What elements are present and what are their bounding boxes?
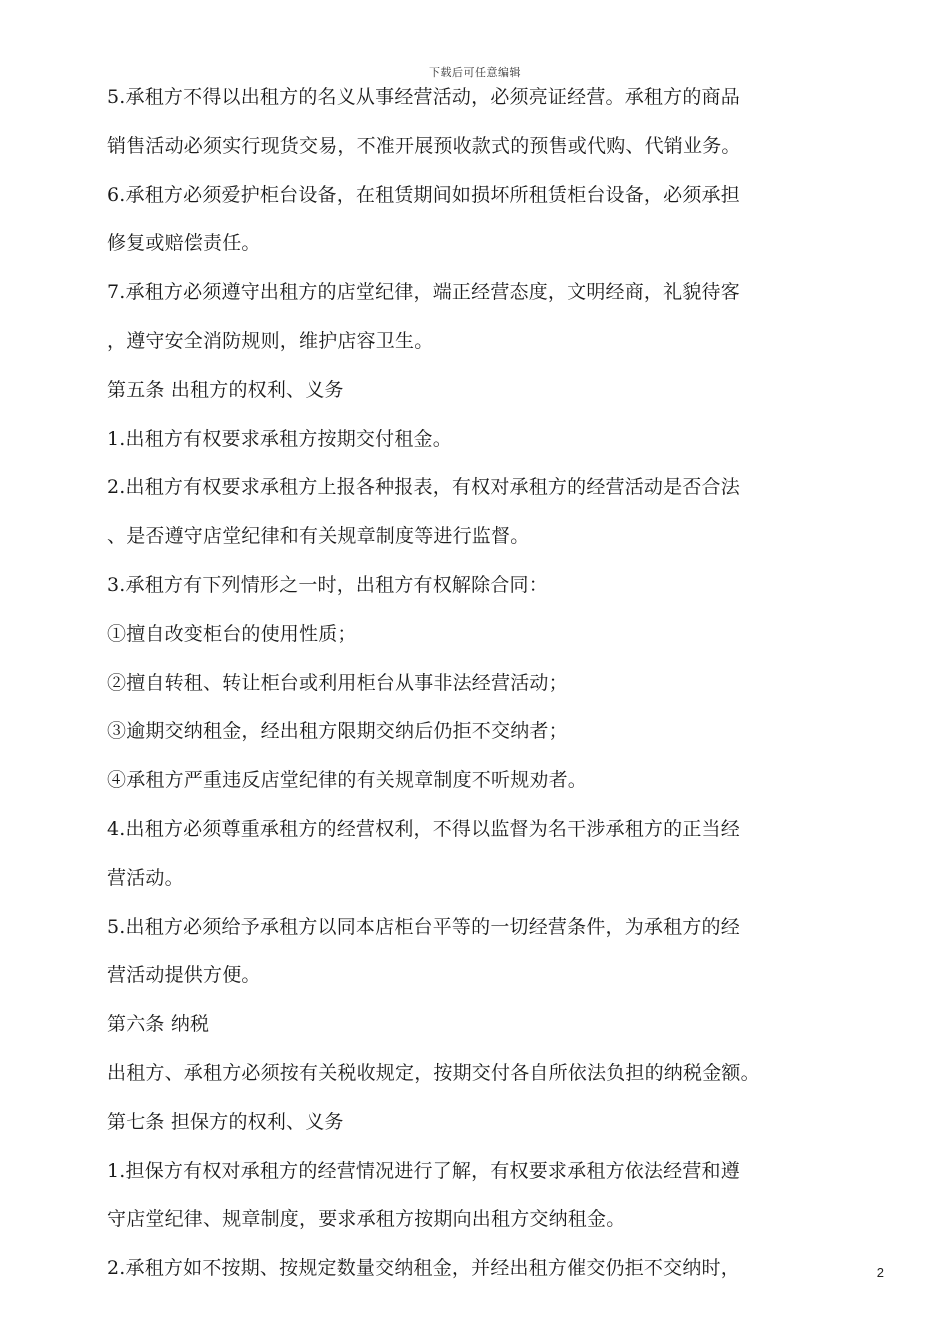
list-item: ①擅自改变柜台的使用性质； [107,622,357,645]
list-item: ④承租方严重违反店堂纪律的有关规章制度不听规劝者。 [107,769,588,792]
text-line: 5.出租方必须给予承租方以同本店柜台平等的一切经营条件，为承租方的经 [107,915,740,938]
text-line: 、是否遵守店堂纪律和有关规章制度等进行监督。 [107,525,530,548]
text-line: 6.承租方必须爱护柜台设备，在租赁期间如损坏所租赁柜台设备，必须承担 [107,183,740,206]
list-item: ③逾期交纳租金，经出租方限期交纳后仍拒不交纳者； [107,720,568,743]
section-heading: 第七条 担保方的权利、义务 [107,1110,344,1133]
text-line: 5.承租方不得以出租方的名义从事经营活动，必须亮证经营。承租方的商品 [107,86,740,108]
text-line: 3.承租方有下列情形之一时，出租方有权解除合同： [107,573,548,596]
text-line: 营活动提供方便。 [107,964,261,987]
section-heading: 第六条 纳税 [107,1013,210,1036]
document-body [107,73,807,1293]
text-line: 出租方、承租方必须按有关税收规定，按期交付各自所依法负担的纳税金额。 [107,1061,760,1084]
text-line: 7.承租方必须遵守出租方的店堂纪律，端正经营态度，文明经商，礼貌待客 [107,281,740,304]
text-line: 4.出租方必须尊重承租方的经营权利，不得以监督为名干涉承租方的正当经 [107,817,740,840]
text-line: 守店堂纪律、规章制度，要求承租方按期向出租方交纳租金。 [107,1208,626,1231]
text-line: 修复或赔偿责任。 [107,232,261,255]
text-line: 销售活动必须实行现货交易，不准开展预收款式的预售或代购、代销业务。 [107,134,741,157]
text-line: 2.出租方有权要求承租方上报各种报表，有权对承租方的经营活动是否合法 [107,476,740,499]
page-header-note: 下载后可任意编辑 [429,66,521,79]
text-line: 1.出租方有权要求承租方按期交付租金。 [107,427,452,450]
text-line: 2.承租方如不按期、按规定数量交纳租金，并经出租方催交仍拒不交纳时， [107,1257,740,1280]
text-line: 营活动。 [107,866,184,889]
page-number: 2 [876,1265,884,1280]
section-heading: 第五条 出租方的权利、义务 [107,378,344,401]
text-line: ，遵守安全消防规则，维护店容卫生。 [107,329,434,352]
list-item: ②擅自转租、转让柜台或利用柜台从事非法经营活动； [107,671,568,694]
text-line: 1.担保方有权对承租方的经营情况进行了解，有权要求承租方依法经营和遵 [107,1159,740,1182]
